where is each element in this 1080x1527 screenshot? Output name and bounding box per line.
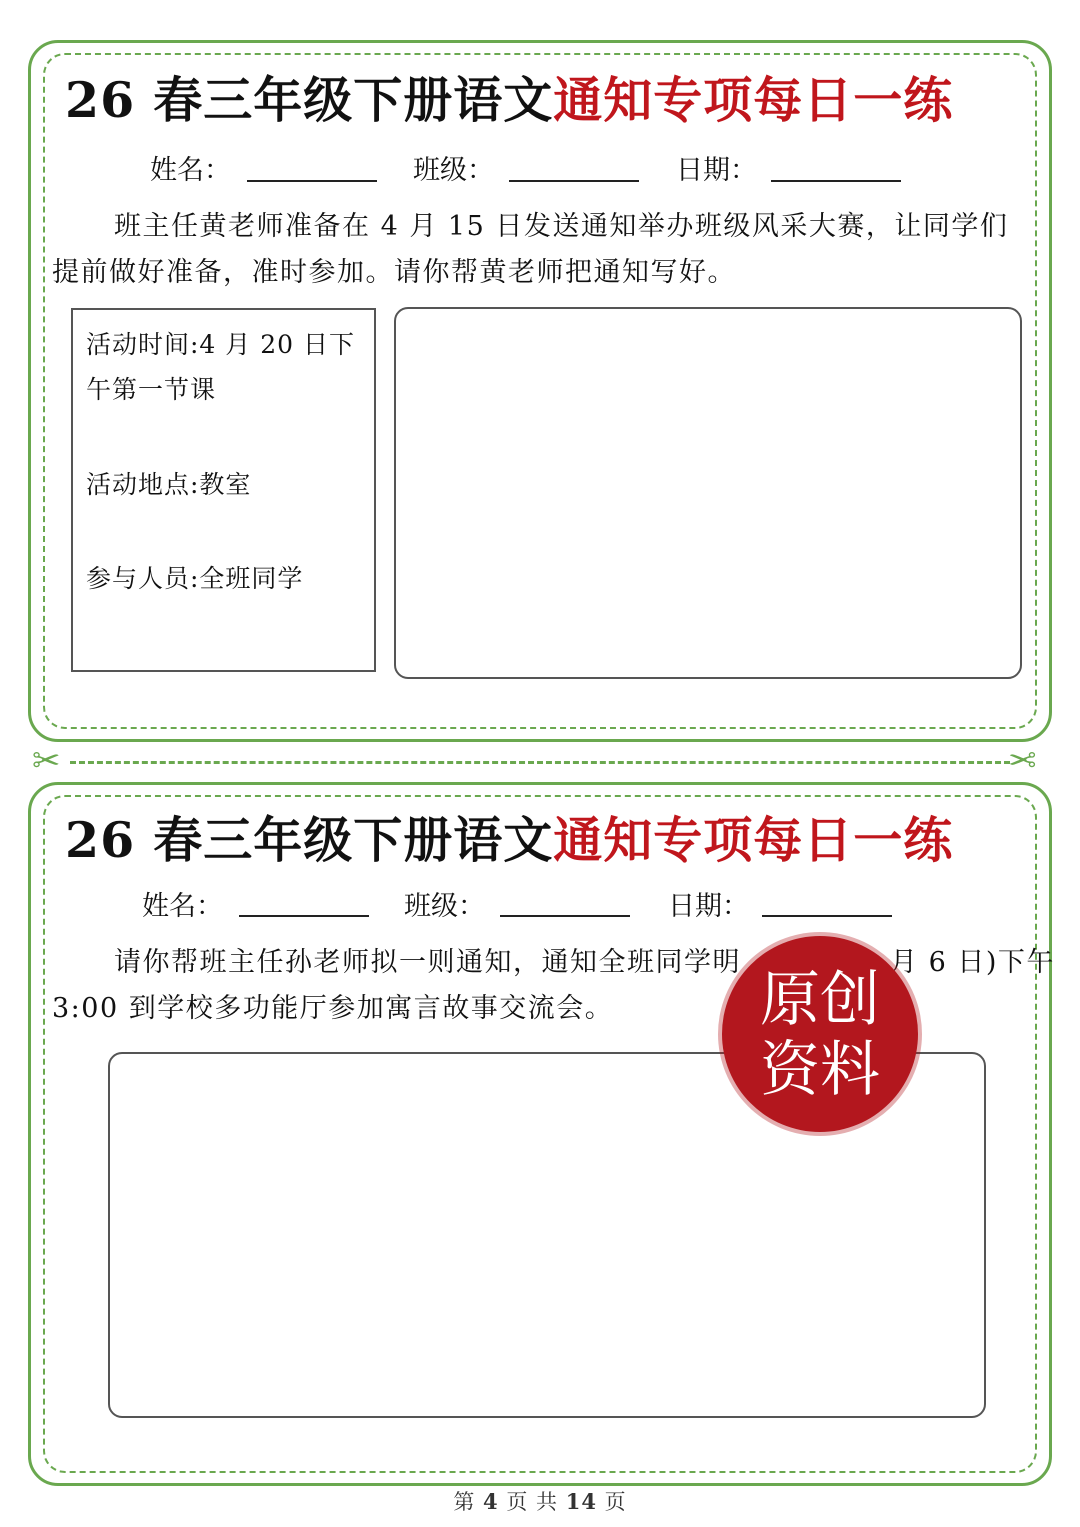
name-blank[interactable]: [247, 180, 377, 182]
card-2-prompt-line1-end: 月 6 日)下午: [890, 947, 1055, 978]
total-pages: 14: [565, 1489, 597, 1514]
card-1-title: [65, 71, 954, 129]
title-highlight: 通知专项每日一练: [553, 811, 954, 869]
class-label: 班级：: [413, 155, 494, 186]
class-blank[interactable]: [509, 180, 639, 182]
date-label: 日期：: [668, 891, 749, 922]
name-label: 姓名：: [142, 891, 223, 922]
title-prefix: 26 春三年级下册语文: [65, 71, 554, 129]
card-2-prompt-line2: 3:00 到学校多功能厅参加寓言故事交流会。: [52, 993, 614, 1024]
current-page: 4: [483, 1489, 499, 1514]
activity-people: 参与人员:全班同学: [86, 564, 304, 593]
card-1-prompt: 班主任黄老师准备在 4 月 15 日发送通知举办班级风采大赛，让同学们提前做好准备，准时参加。请你帮黄老师把通知写好。: [52, 211, 1009, 288]
title-highlight: 通知专项每日一练: [553, 71, 954, 129]
original-material-stamp: [722, 936, 918, 1132]
cut-line: [70, 761, 1010, 764]
name-blank[interactable]: [239, 915, 369, 917]
date-blank[interactable]: [771, 180, 901, 182]
answer-box-1[interactable]: [394, 307, 1022, 679]
class-label: 班级：: [404, 891, 485, 922]
title-prefix: 26 春三年级下册语文: [65, 811, 554, 869]
footer-prefix: 第: [453, 1490, 476, 1514]
scissors-icon: ✂: [32, 741, 61, 781]
activity-time: 活动时间:4 月 20 日下午第一节课: [86, 330, 355, 404]
activity-place: 活动地点:教室: [86, 470, 252, 499]
page-footer: [0, 1486, 1080, 1516]
card-2-prompt-line1: 请你帮班主任孙老师拟一则通知，通知全班同学明: [114, 947, 741, 978]
stamp-line-2: 资料: [760, 1035, 880, 1105]
date-blank[interactable]: [762, 915, 892, 917]
class-blank[interactable]: [500, 915, 630, 917]
footer-middle: 页 共: [506, 1490, 559, 1514]
stamp-line-1: 原创: [760, 965, 880, 1035]
name-label: 姓名：: [150, 155, 231, 186]
footer-suffix: 页: [604, 1490, 627, 1514]
scissors-icon: ✂: [1008, 741, 1037, 781]
date-label: 日期：: [676, 155, 757, 186]
card-2-title: [65, 811, 954, 869]
